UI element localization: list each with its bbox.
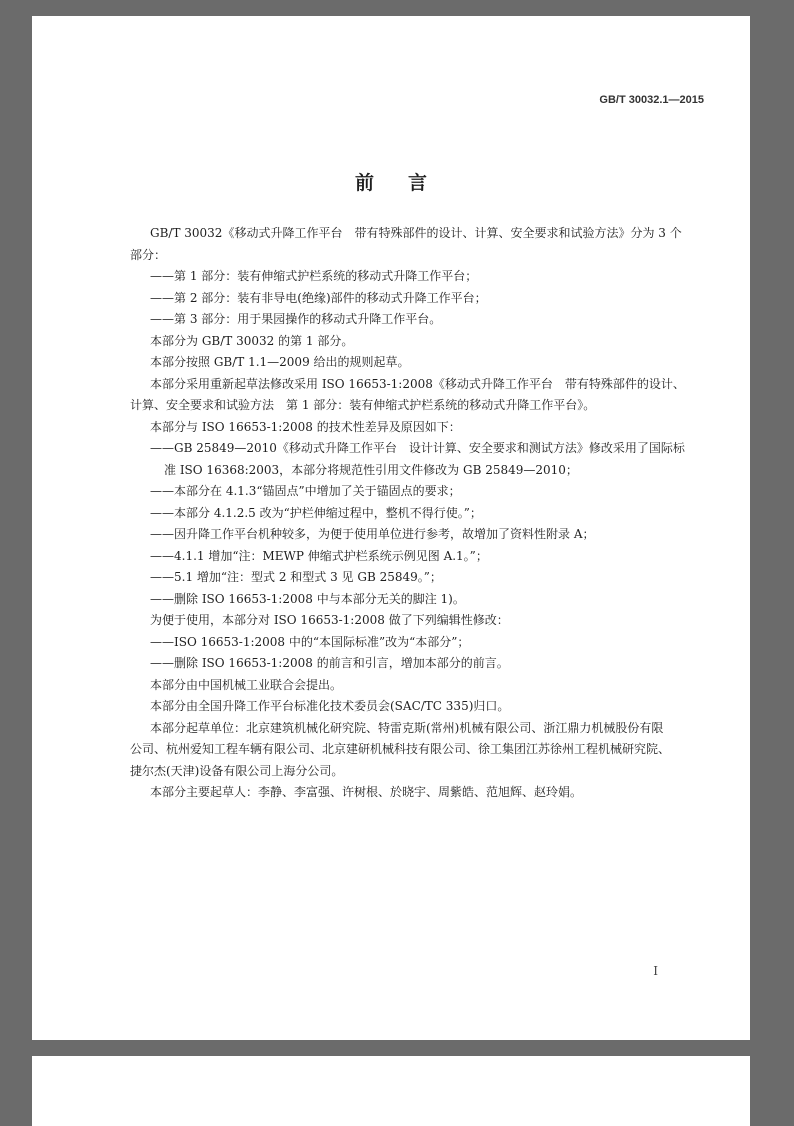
paragraph: 本部分与 ISO 16653-1:2008 的技术性差异及原因如下： — [150, 419, 461, 434]
paragraph: 本部分主要起草人：李静、李富强、许树根、於晓宇、周紫皓、范旭辉、赵玲娟。 — [150, 785, 583, 799]
paragraph: 本部分为 GB/T 30032 的第 1 部分。 — [150, 333, 354, 348]
paragraph: 公司、杭州爱知工程车辆有限公司、北京建研机械科技有限公司、徐工集团江苏徐州工程机械研究院、 — [130, 742, 671, 756]
list-item: ——因升降工作平台机种较多，为便于使用单位进行参考，故增加了资料性附录 A； — [150, 527, 595, 541]
document-page — [32, 16, 750, 1040]
page-title: 前言 — [354, 172, 461, 194]
list-item-continuation: 准 ISO 16368:2003，本部分将规范性引用文件修改为 GB 25849—2010； — [164, 462, 578, 477]
paragraph: 捷尔杰(天津)设备有限公司上海分公司。 — [130, 763, 344, 778]
list-item: ——删除 ISO 16653-1:2008 中与本部分无关的脚注 1)。 — [150, 591, 465, 606]
list-item: ——第 1 部分：装有伸缩式护栏系统的移动式升降工作平台； — [150, 269, 478, 283]
paragraph: 本部分按照 GB/T 1.1—2009 给出的规则起草。 — [150, 355, 410, 369]
list-item: ——ISO 16653-1:2008 中的“本国际标准”改为“本部分”； — [150, 634, 470, 649]
next-page — [32, 1056, 750, 1126]
foreword-body — [130, 223, 730, 804]
page-number: I — [653, 964, 658, 978]
standard-code: GB/T 30032.1—2015 — [599, 94, 704, 106]
list-item: ——5.1 增加“注：型式 2 和型式 3 见 GB 25849。”； — [150, 570, 442, 584]
list-item: ——第 3 部分：用于果园操作的移动式升降工作平台。 — [150, 312, 442, 326]
list-item: ——本部分 4.1.2.5 改为“护栏伸缩过程中，整机不得行使。”； — [150, 505, 482, 520]
list-item: ——第 2 部分：装有非导电(绝缘)部件的移动式升降工作平台； — [150, 290, 487, 305]
paragraph: 本部分由中国机械工业联合会提出。 — [150, 677, 343, 692]
paragraph: 本部分由全国升降工作平台标准化技术委员会(SAC/TC 335)归口。 — [150, 699, 510, 713]
list-item: ——删除 ISO 16653-1:2008 的前言和引言，增加本部分的前言。 — [150, 656, 509, 670]
paragraph: 本部分起草单位：北京建筑机械化研究院、特雷克斯(常州)机械有限公司、浙江鼎力机械股份有限 — [150, 720, 664, 735]
list-item: ——GB 25849—2010《移动式升降工作平台 设计计算、安全要求和测试方法》修改采用了国际标 — [150, 441, 685, 455]
paragraph: 部分： — [130, 247, 167, 262]
paragraph: GB/T 30032《移动式升降工作平台 带有特殊部件的设计、计算、安全要求和试验方法》分为 3 个 — [150, 226, 682, 240]
paragraph: 本部分采用重新起草法修改采用 ISO 16653-1:2008《移动式升降工作平台 带有特殊部件的设计、 — [150, 376, 685, 391]
paragraph: 计算、安全要求和试验方法 第 1 部分：装有伸缩式护栏系统的移动式升降工作平台》。 — [130, 398, 596, 412]
list-item: ——本部分在 4.1.3“锚固点”中增加了关于锚固点的要求； — [150, 484, 461, 498]
paragraph: 为便于使用，本部分对 ISO 16653-1:2008 做了下列编辑性修改： — [150, 613, 509, 627]
list-item: ——4.1.1 增加“注：MEWP 伸缩式护栏系统示例见图 A.1。”； — [150, 548, 488, 563]
